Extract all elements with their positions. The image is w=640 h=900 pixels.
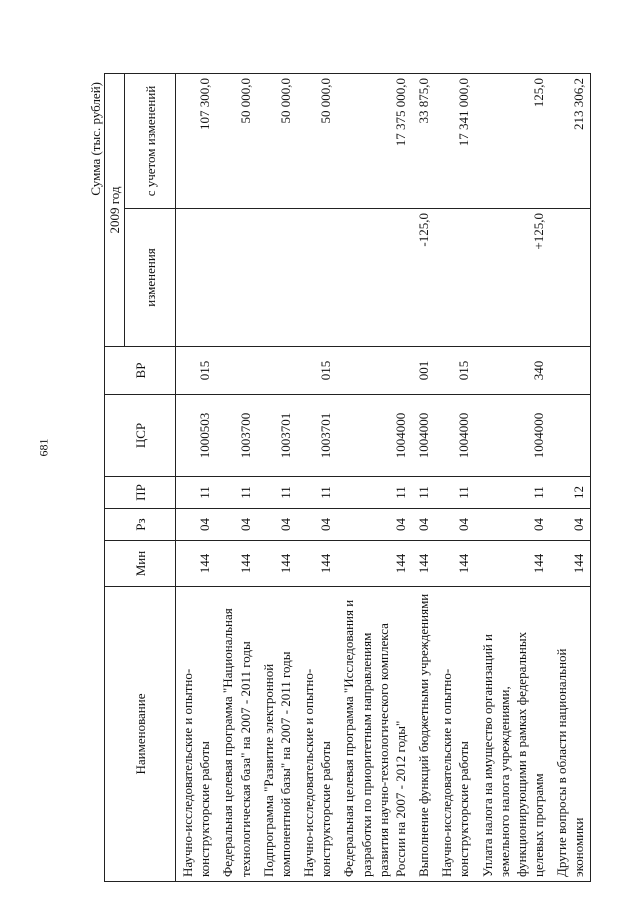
header-with-changes: с учетом изменений [125, 74, 176, 209]
row-rz: 04 [297, 509, 337, 541]
row-pr: 11 [337, 477, 412, 509]
row-total: 33 875,0 [412, 74, 435, 209]
unit-label: Сумма (тыс. рублей) [88, 82, 103, 196]
row-csr: 1004000 [412, 395, 435, 477]
row-csr: 1000503 [176, 395, 217, 477]
row-min: 144 [337, 541, 412, 587]
row-name: Другие вопросы в области национальной экономики [550, 587, 591, 882]
row-rz: 04 [435, 509, 475, 541]
row-csr [550, 395, 591, 477]
row-rz: 04 [476, 509, 551, 541]
table-row [176, 74, 217, 882]
table-row [297, 74, 337, 882]
row-vr [337, 347, 412, 395]
row-vr: 015 [435, 347, 475, 395]
row-rz: 04 [337, 509, 412, 541]
header-csr: ЦСР [105, 395, 176, 477]
row-csr: 1004000 [337, 395, 412, 477]
row-min: 144 [257, 541, 297, 587]
row-csr: 1004000 [435, 395, 475, 477]
table-row [412, 74, 435, 882]
row-csr: 1003700 [216, 395, 256, 477]
row-min: 144 [297, 541, 337, 587]
row-vr: 015 [176, 347, 217, 395]
row-change [337, 209, 412, 347]
page-number: 681 [36, 438, 51, 457]
row-min: 144 [412, 541, 435, 587]
row-pr: 11 [435, 477, 475, 509]
row-total: 50 000,0 [216, 74, 256, 209]
row-name: Уплата налога на имущество организаций и земельного налога учреждениями, функционирующими в рамках федеральных целевых программ [476, 587, 551, 882]
table-row [435, 74, 475, 882]
row-total: 213 306,2 [550, 74, 591, 209]
table-row [257, 74, 297, 882]
row-min: 144 [435, 541, 475, 587]
row-total: 17 341 000,0 [435, 74, 475, 209]
row-vr: 015 [297, 347, 337, 395]
row-min: 144 [216, 541, 256, 587]
header-name: Наименование [105, 587, 176, 882]
row-csr: 1003701 [297, 395, 337, 477]
row-total: 50 000,0 [297, 74, 337, 209]
row-pr: 11 [476, 477, 551, 509]
header-vr: ВР [105, 347, 176, 395]
rotated-table-page [86, 72, 587, 882]
table-row [550, 74, 591, 882]
table-row [337, 74, 412, 882]
table-body [176, 74, 591, 882]
row-total: 107 300,0 [176, 74, 217, 209]
row-name: Подпрограмма "Развитие электронной компонентной базы" на 2007 - 2011 годы [257, 587, 297, 882]
header-changes: изменения [125, 209, 176, 347]
row-name: Научно-исследовательские и опытно-конструкторские работы [435, 587, 475, 882]
row-csr: 1004000 [476, 395, 551, 477]
header-pr: ПР [105, 477, 176, 509]
table-row [216, 74, 256, 882]
row-min: 144 [176, 541, 217, 587]
row-total: 17 375 000,0 [337, 74, 412, 209]
row-pr: 11 [412, 477, 435, 509]
row-vr [216, 347, 256, 395]
row-pr: 11 [297, 477, 337, 509]
row-change [216, 209, 256, 347]
row-total: 125,0 [476, 74, 551, 209]
row-change: -125,0 [412, 209, 435, 347]
row-pr: 11 [257, 477, 297, 509]
row-change: +125,0 [476, 209, 551, 347]
row-name: Выполнение функций бюджетными учреждениями [412, 587, 435, 882]
row-min: 144 [550, 541, 591, 587]
row-total: 50 000,0 [257, 74, 297, 209]
row-name: Научно-исследовательские и опытно-конструкторские работы [176, 587, 217, 882]
row-min: 144 [476, 541, 551, 587]
header-year: 2009 год [105, 74, 125, 347]
row-rz: 04 [176, 509, 217, 541]
row-pr: 11 [176, 477, 217, 509]
row-change [176, 209, 217, 347]
budget-table [104, 73, 591, 882]
row-rz: 04 [550, 509, 591, 541]
header-min: Мин [105, 541, 176, 587]
row-name: Научно-исследовательские и опытно-конструкторские работы [297, 587, 337, 882]
row-change [297, 209, 337, 347]
row-change [435, 209, 475, 347]
row-change [550, 209, 591, 347]
row-pr: 11 [216, 477, 256, 509]
row-pr: 12 [550, 477, 591, 509]
row-vr [257, 347, 297, 395]
table-row [476, 74, 551, 882]
row-vr: 340 [476, 347, 551, 395]
row-rz: 04 [257, 509, 297, 541]
row-rz: 04 [216, 509, 256, 541]
row-name: Федеральная целевая программа "Исследования и разработки по приоритетным направлениям развития научно-технологического комплекса России на 2007 - 2012 годы" [337, 587, 412, 882]
row-rz: 04 [412, 509, 435, 541]
row-name: Федеральная целевая программа "Национальная технологическая база" на 2007 - 2011 годы [216, 587, 256, 882]
row-csr: 1003701 [257, 395, 297, 477]
row-vr: 001 [412, 347, 435, 395]
row-change [257, 209, 297, 347]
header-rz: Рз [105, 509, 176, 541]
row-vr [550, 347, 591, 395]
